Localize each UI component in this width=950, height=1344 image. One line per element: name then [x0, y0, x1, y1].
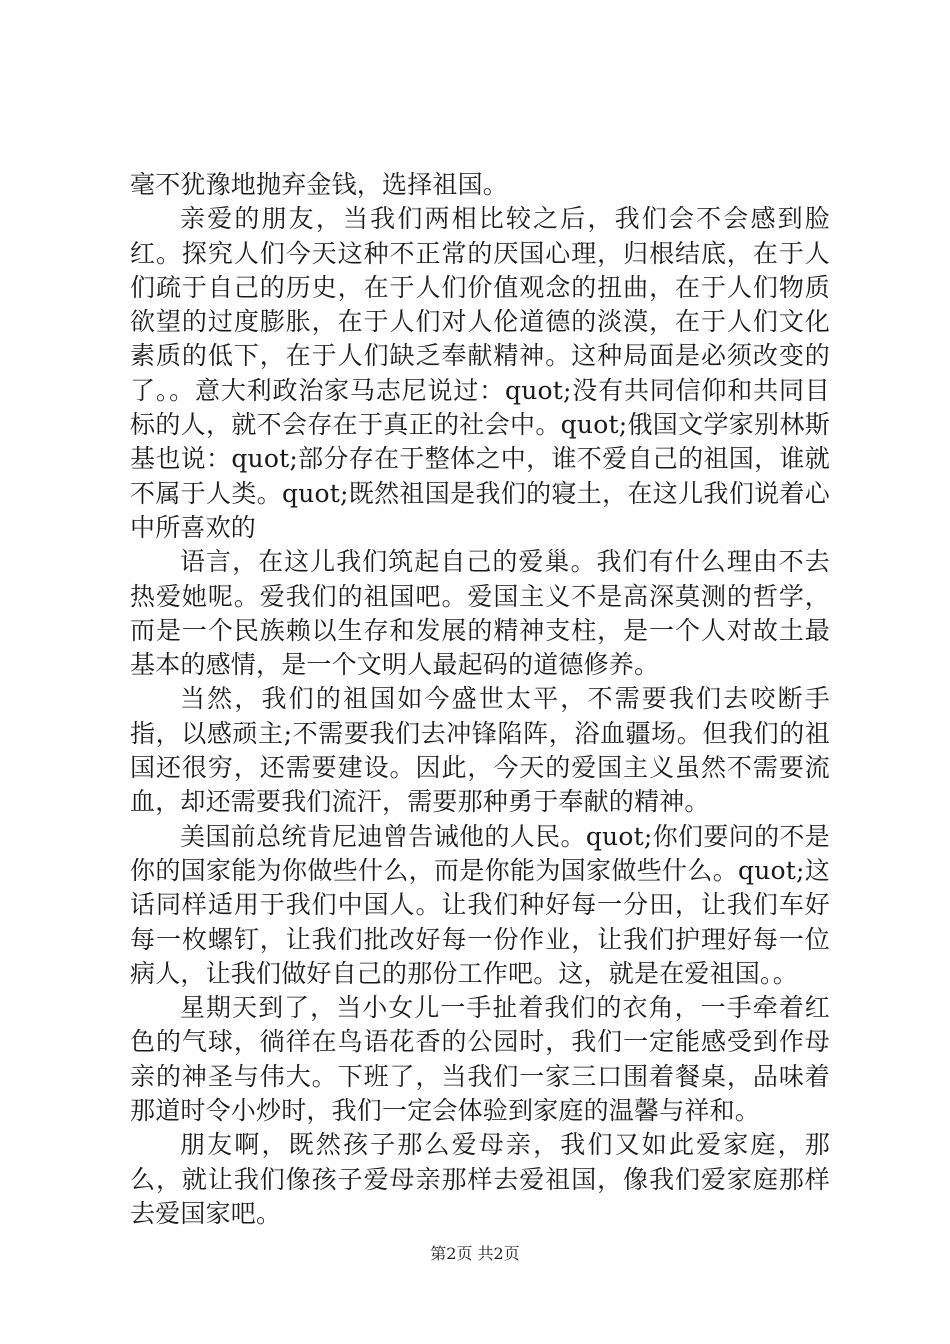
paragraph-7: 朋友啊，既然孩子那么爱母亲，我们又如此爱家庭，那么，就让我们像孩子爱母亲那样去爱祖国，像我们爱家庭那样去爱国家吧。: [130, 1130, 830, 1228]
document-body: [130, 168, 830, 1231]
paragraph-2: 亲爱的朋友，当我们两相比较之后，我们会不会感到脸红。探究人们今天这种不正常的厌国心理，归根结底，在于人们疏于自己的历史，在于人们价值观念的扭曲，在于人们物质欲望的过度膨胀，在于人们对人伦道德的淡漠，在于人们文化素质的低下，在于人们缺乏奉献精神。这种局面是必须改变的了。。意大利政治家马志尼说过：quot;没有共同信仰和共同目标的人，就不会存在于真正的社会中。quot;俄国文学家别林斯基也说：quot;部分存在于整体之中，谁不爱自己的祖国，谁就不属于人类。quot;既然祖国是我们的寝土，在这儿我们说着心中所喜欢的: [130, 204, 830, 542]
page-footer: 第2页 共2页: [430, 1244, 520, 1263]
paragraph-1: 毫不犹豫地抛弃金钱，选择祖国。: [130, 170, 509, 199]
paragraph-5: 美国前总统肯尼迪曾告诫他的人民。quot;你们要问的不是你的国家能为你做些什么，而是你能为国家做些什么。quot;这话同样适用于我们中国人。让我们种好每一分田，让我们车好每一枚螺钉，让我们批改好每一份作业，让我们护理好每一位病人，让我们做好自己的那份工作吧。这，就是在爱祖国。。: [130, 821, 830, 988]
paragraph-6: 星期天到了，当小女儿一手扯着我们的衣角，一手牵着红色的气球，徜徉在鸟语花香的公园时，我们一定能感受到作母亲的神圣与伟大。下班了，当我们一家三口围着餐桌，品味着那道时令小炒时，我们一定会体验到家庭的温馨与祥和。: [130, 993, 830, 1126]
paragraph-3: 语言，在这儿我们筑起自己的爱巢。我们有什么理由不去热爱她呢。爱我们的祖国吧。爱国主义不是高深莫测的哲学，而是一个民族赖以生存和发展的精神支柱，是一个人对故土最基本的感情，是一个文明人最起码的道德修养。: [130, 547, 830, 680]
paragraph-4: 当然，我们的祖国如今盛世太平，不需要我们去咬断手指，以感顽主;不需要我们去冲锋陷阵，浴血疆场。但我们的祖国还很穷，还需要建设。因此，今天的爱国主义虽然不需要流血，却还需要我们流汗，需要那种勇于奉献的精神。: [130, 684, 830, 817]
